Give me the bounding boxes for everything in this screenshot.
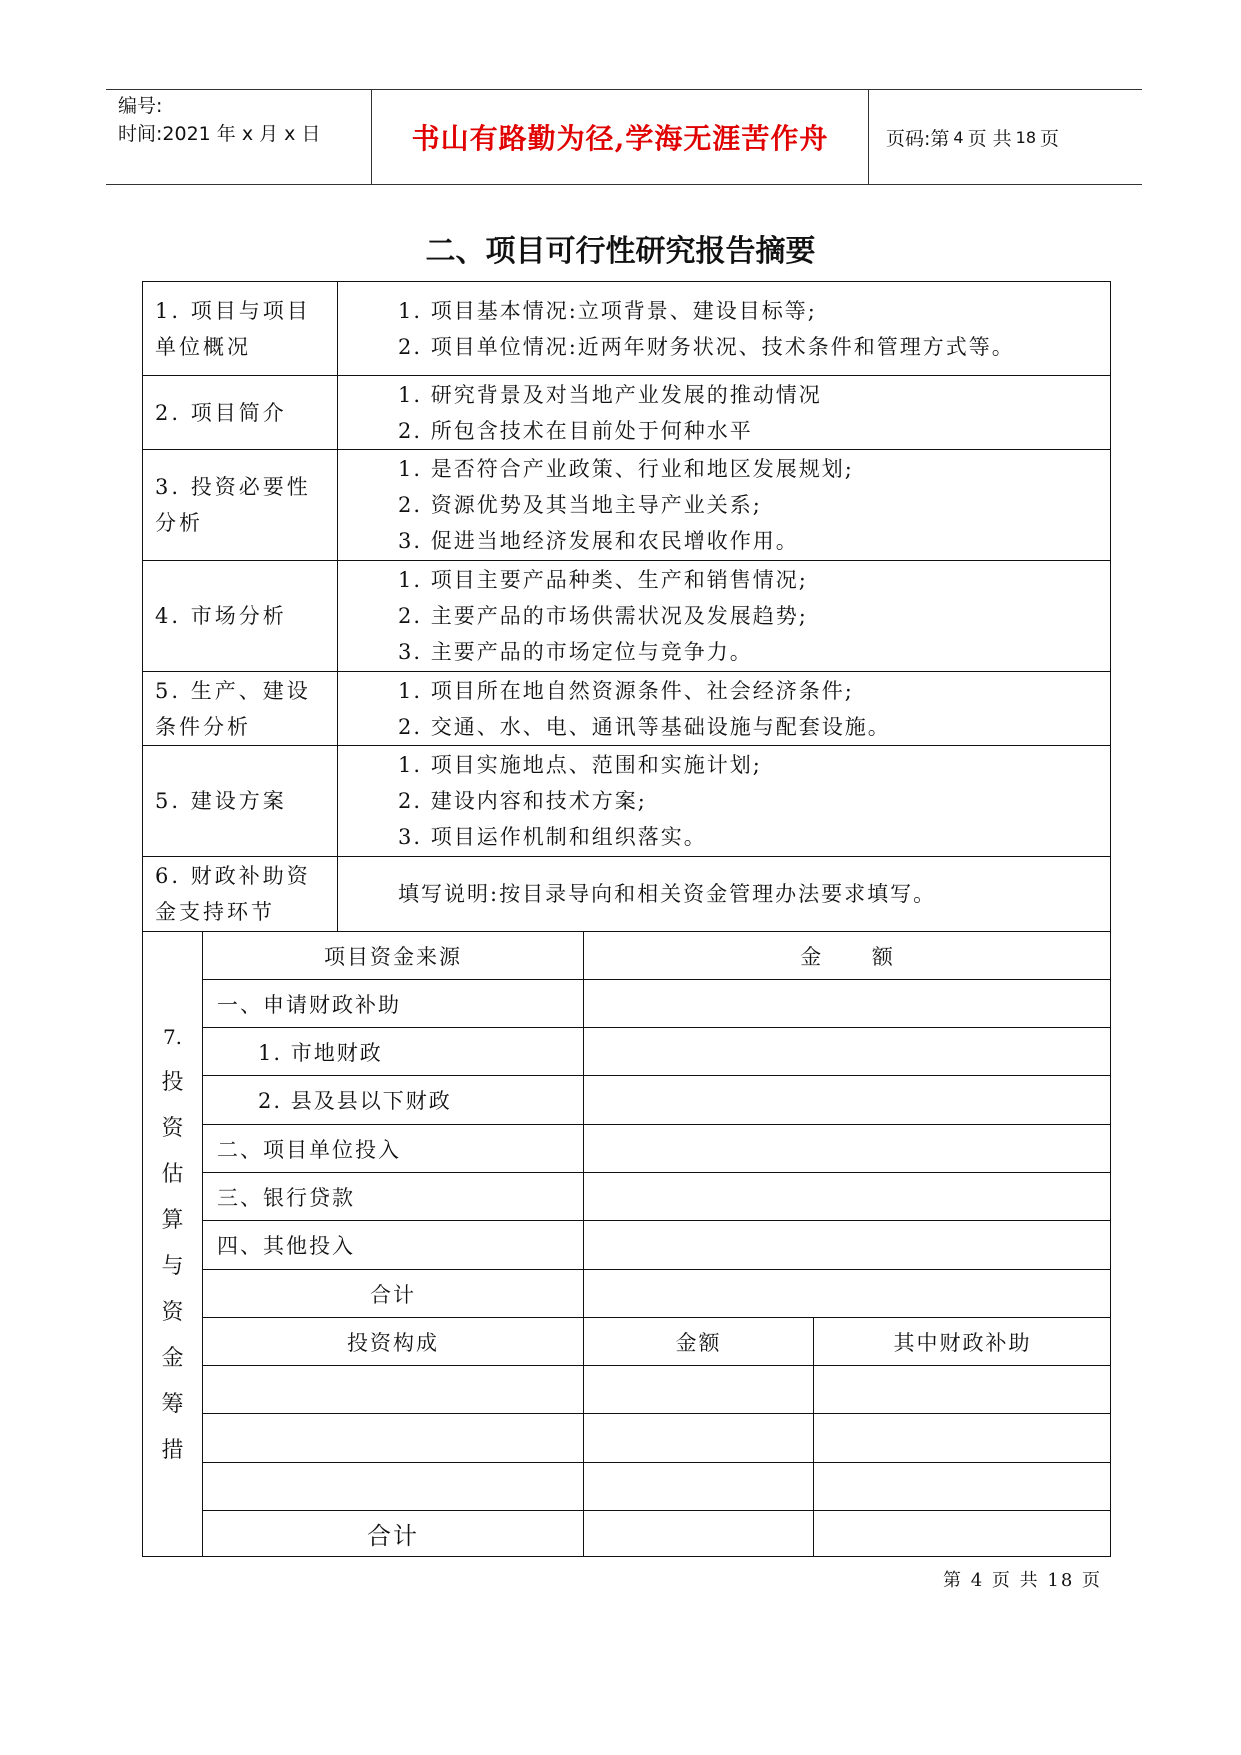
content-line: 1. 项目基本情况:立项背景、建设目标等; xyxy=(398,298,817,323)
content-line: 2. 项目单位情况:近两年财务状况、技术条件和管理方式等。 xyxy=(398,334,1015,359)
source-row-label: 2. 县及县以下财政 xyxy=(203,1076,584,1125)
comp-cell xyxy=(584,1414,814,1463)
source-total-label: 合计 xyxy=(203,1270,584,1318)
content-line: 2. 交通、水、电、通讯等基础设施与配套设施。 xyxy=(398,714,891,739)
source-row-amount xyxy=(584,1221,1111,1270)
source-row-amount xyxy=(584,1028,1111,1076)
source-row-label: 四、其他投入 xyxy=(203,1221,584,1270)
section-content xyxy=(338,561,1111,671)
content-line: 3. 项目运作机制和组织落实。 xyxy=(398,825,707,849)
section-label: 3. 投资必要性分析 xyxy=(143,450,338,560)
amount-header-text: 金 额 xyxy=(800,944,895,969)
section-row xyxy=(143,376,1111,450)
comp-cell xyxy=(203,1414,584,1463)
content-line: 填写说明:按目录导向和相关资金管理办法要求填写。 xyxy=(398,882,937,906)
source-header: 项目资金来源 xyxy=(203,932,584,980)
page-footer: 第 4 页 共 18 页 xyxy=(943,1570,1102,1591)
section-label: 5. 生产、建设条件分析 xyxy=(143,672,338,745)
section-row xyxy=(143,672,1111,746)
section-label: 2. 项目简介 xyxy=(143,376,338,449)
content-line: 2. 所包含技术在目前处于何种水平 xyxy=(398,418,753,443)
content-line: 1. 研究背景及对当地产业发展的推动情况 xyxy=(398,382,822,407)
comp-total-amount xyxy=(584,1511,814,1556)
side-char: 与 xyxy=(161,1254,184,1279)
content-line: 2. 主要产品的市场供需状况及发展趋势; xyxy=(398,604,808,628)
side-char: 投 xyxy=(161,1070,184,1095)
comp-cell xyxy=(584,1463,814,1511)
source-row-label: 二、项目单位投入 xyxy=(203,1125,584,1173)
side-char: 估 xyxy=(161,1162,184,1187)
side-char: 金 xyxy=(161,1346,184,1371)
page-title: 二、项目可行性研究报告摘要 xyxy=(425,234,816,269)
source-row-amount xyxy=(584,1173,1111,1221)
source-row-label: 1. 市地财政 xyxy=(203,1028,584,1076)
content-line: 1. 项目实施地点、范围和实施计划; xyxy=(398,753,762,777)
source-row-amount xyxy=(584,1125,1111,1173)
section-content xyxy=(338,672,1111,745)
page-indicator xyxy=(876,90,1059,184)
page-prefix: 页码:第 xyxy=(886,127,950,150)
content-line: 3. 主要产品的市场定位与竞争力。 xyxy=(398,640,753,664)
comp-cell xyxy=(814,1463,1111,1511)
page-suffix: 页 xyxy=(1040,127,1060,150)
section-row xyxy=(143,857,1111,932)
side-char: 资 xyxy=(161,1116,184,1141)
side-char: 7. xyxy=(162,1025,183,1049)
source-row-label: 一、申请财政补助 xyxy=(203,980,584,1028)
amount-header xyxy=(584,932,1111,980)
section-row xyxy=(143,450,1111,561)
section-content xyxy=(338,376,1111,449)
side-char: 筹 xyxy=(161,1392,184,1417)
section-row xyxy=(143,282,1111,376)
content-line: 2. 资源优势及其当地主导产业关系; xyxy=(398,493,762,517)
source-row-amount xyxy=(584,1076,1111,1125)
side-char: 措 xyxy=(161,1438,184,1463)
section-row xyxy=(143,746,1111,857)
section-label: 5. 建设方案 xyxy=(143,746,338,856)
section-row xyxy=(143,561,1111,672)
content-line: 3. 促进当地经济发展和农民增收作用。 xyxy=(398,529,799,553)
content-line: 1. 项目主要产品种类、生产和销售情况; xyxy=(398,568,808,592)
content-line: 1. 项目所在地自然资源条件、社会经济条件; xyxy=(398,678,854,703)
comp-cell xyxy=(814,1366,1111,1414)
number-label: 编号: xyxy=(118,95,163,117)
comp-cell xyxy=(814,1414,1111,1463)
comp-cell xyxy=(584,1366,814,1414)
time-label: 时间:2021 年 x 月 x 日 xyxy=(118,123,321,145)
comp-header: 其中财政补助 xyxy=(814,1318,1111,1366)
comp-total-subsidy xyxy=(814,1511,1111,1556)
comp-total-label: 合计 xyxy=(203,1511,584,1556)
comp-cell xyxy=(203,1366,584,1414)
source-row-amount xyxy=(584,980,1111,1028)
content-line: 1. 是否符合产业政策、行业和地区发展规划; xyxy=(398,457,854,481)
content-line: 2. 建设内容和技术方案; xyxy=(398,789,647,813)
page-total: 18 xyxy=(1015,127,1036,147)
section-label: 1. 项目与项目单位概况 xyxy=(143,282,338,375)
section-content xyxy=(338,450,1111,560)
source-total-amount xyxy=(584,1270,1111,1318)
summary-table xyxy=(142,281,1111,1557)
side-char: 算 xyxy=(161,1208,184,1233)
motto: 书山有路勤为径,学海无涯苦作舟 xyxy=(371,90,869,184)
section-label: 6. 财政补助资金支持环节 xyxy=(143,857,338,931)
page-header xyxy=(106,89,1142,185)
page-mid: 页 共 xyxy=(967,127,1012,150)
comp-cell xyxy=(203,1463,584,1511)
side-char: 资 xyxy=(161,1300,184,1325)
section-label: 4. 市场分析 xyxy=(143,561,338,671)
section-content xyxy=(338,282,1111,375)
section-content xyxy=(338,746,1111,856)
comp-header: 投资构成 xyxy=(203,1318,584,1366)
comp-header: 金额 xyxy=(584,1318,814,1366)
page-num: 4 xyxy=(953,127,964,147)
source-row-label: 三、银行贷款 xyxy=(203,1173,584,1221)
investment-side-label xyxy=(143,932,203,1556)
section-content xyxy=(338,857,1111,931)
header-meta xyxy=(118,92,368,148)
